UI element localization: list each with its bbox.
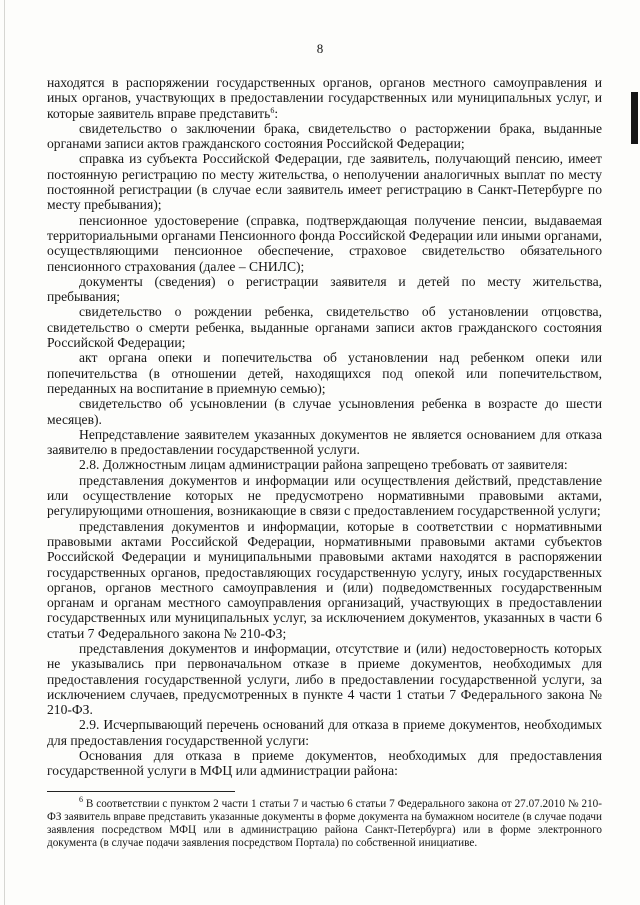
footnote-text: В соответствии с пунктом 2 части 1 статьи 7 и частью 6 статьи 7 Федерального закона от 27.07.2010 № 210-ФЗ заявитель вправе представить указанные документы в форме документа на бумажном носителе (в случае подачи заявления посредством МФЦ или в администрацию района Санкт-Петербурга) или в форме электронного документа (в случае подачи заявления посредством Портала) по собственной инициативе. [47, 798, 602, 850]
paragraph: Основания для отказа в приеме документов, необходимых для предоставления государственной услуги в МФЦ или администрации района: [47, 748, 602, 779]
section-2-8-heading: 2.8. Должностным лицам администрации района запрещено требовать от заявителя: [79, 457, 568, 473]
footnote [47, 795, 602, 850]
footnote-number: 6 [79, 795, 83, 804]
footnote-reference: 6 [270, 105, 275, 115]
paragraph: представления документов и информации, отсутствие и (или) недостоверность которых не указывались при первоначальном отказе в приеме документов, необходимых для предоставления государственной услуги, либо в предоставлении государственной услуги, за исключением случаев, предусмотренных в пункте 4 части 1 статьи 7 Федерального закона № 210-ФЗ. [47, 640, 602, 718]
paragraph: справка из субъекта Российской Федерации, где заявитель, получающий пенсию, имеет постоянную регистрацию по месту жительства, о неполучении аналогичных выплат по месту постоянной регистрации (в случае если заявитель имеет регистрацию в Санкт-Петербурге по месту пребывания); [47, 151, 602, 213]
scan-edge-mark [631, 92, 638, 144]
section-2-9-heading: 2.9. Исчерпывающий перечень оснований для отказа в приеме документов, необходимых для предоставления государственной услуги: [47, 717, 602, 748]
paragraph: свидетельство о рождении ребенка, свидетельство об установлении отцовства, свидетельство о смерти ребенка, выданные органами записи актов гражданского состояния Российской Федерации; [47, 304, 602, 351]
paragraph: представления документов и информации, которые в соответствии с нормативными правовыми актами Российской Федерации, нормативными правовыми актами субъектов Российской Федерации и муниципальными правовыми актами находятся в распоряжении государственных органов, предоставляющих государственную услугу, иных государственных органов, органов местного самоуправления и (или) подведомственных государственным органам и органам местного самоуправления организаций, участвующих в предоставлении государственных или муниципальных услуг, за исключением документов, указанных в части 6 статьи 7 Федерального закона № 210-ФЗ; [47, 518, 602, 641]
paragraph: акт органа опеки и попечительства об установлении над ребенком опеки или попечительства (в отношении детей, находящихся под опекой или попечительством, переданных на воспитание в приемную семью); [47, 350, 602, 396]
paragraph: документы (сведения) о регистрации заявителя и детей по месту жительства, пребывания; [47, 273, 602, 305]
footnote-separator [47, 791, 235, 792]
paragraph-continuation: находятся в распоряжении государственных органов, органов местного самоуправления и иных органов, участвующих в предоставлении государственных или муниципальных услуг, и которые заявитель вправе представить$^6$: [47, 75, 602, 121]
paragraph: представления документов и информации или осуществления действий, представление или осуществление которых не предусмотрено нормативными правовыми актами, регулирующими отношения, возникающие в связи с предоставлением государственной услуги; [47, 472, 602, 519]
page-number: 8 [316, 41, 324, 56]
scan-margin-line [4, 0, 5, 905]
main-text [47, 75, 602, 779]
paragraph: Непредставление заявителем указанных документов не является основанием для отказа заявителю в предоставлении государственной услуги. [47, 426, 602, 458]
paragraph: свидетельство о заключении брака, свидетельство о расторжении брака, выданные органами записи актов гражданского состояния Российской Федерации; [47, 120, 602, 152]
paragraph: пенсионное удостоверение (справка, подтверждающая получение пенсии, выдаваемая территориальными органами Пенсионного фонда Российской Федерации или иными органами, осуществляющими пенсионное обеспечение, страховое свидетельство обязательного пенсионного страхования (далее – СНИЛС); [47, 212, 602, 274]
paragraph: свидетельство об усыновлении (в случае усыновления ребенка в возрасте до шести месяцев). [47, 396, 602, 427]
